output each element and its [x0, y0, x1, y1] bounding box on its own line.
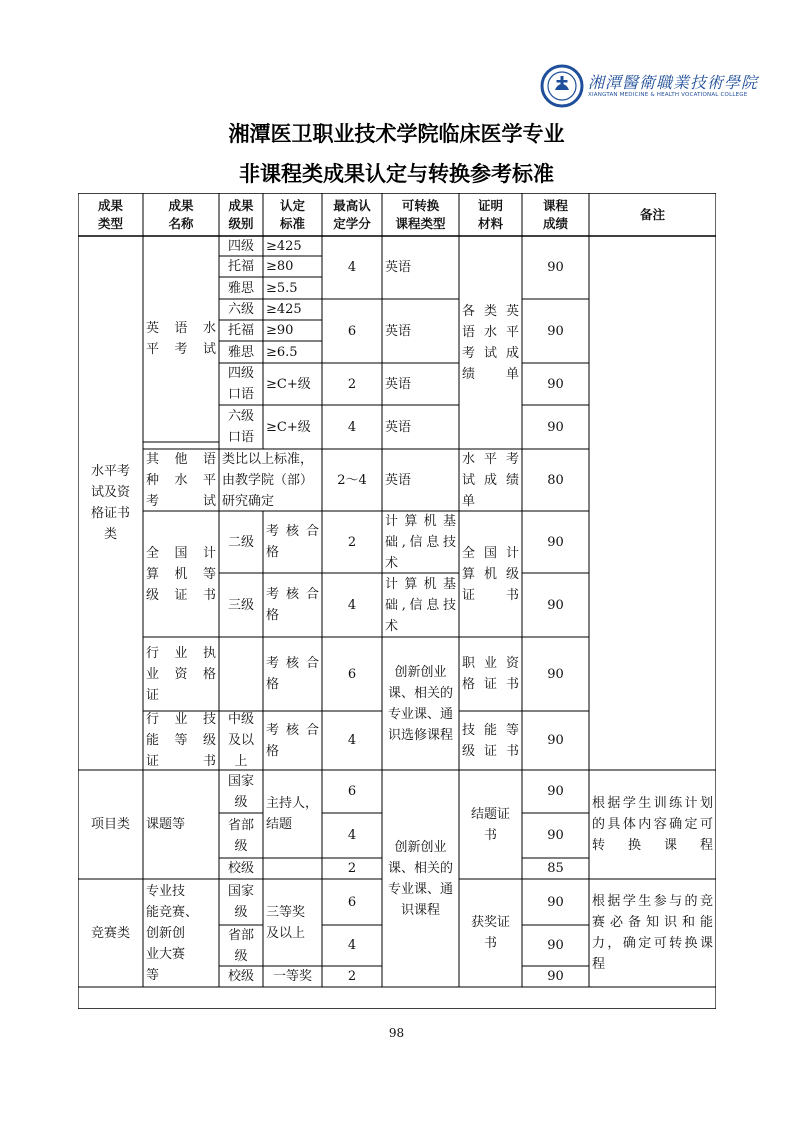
- table-cell: [143, 711, 219, 770]
- table-cell-text: 各类英 语水平 考试成 绩单: [462, 303, 519, 382]
- column-header: 认定 标准: [279, 197, 305, 231]
- table-cell: ≥80: [266, 259, 294, 274]
- table-cell: [459, 236, 522, 449]
- table-cell: 三等奖 及以上: [266, 904, 306, 941]
- table-cell: 四级 口语: [227, 366, 254, 402]
- table-cell: 90: [547, 938, 564, 953]
- table-cell: 创新创业 课、相关的 专业课、通 识选修课程: [387, 664, 453, 743]
- table-cell: [589, 770, 716, 879]
- table-cell: 4: [347, 938, 357, 953]
- table-cell: 2: [347, 861, 357, 876]
- table-cell: 专业技 能竞赛、 创新创 业大赛 等: [146, 883, 199, 983]
- table-cell: 雅思: [227, 280, 254, 296]
- table-cell: [263, 511, 322, 573]
- table-cell: 创新创业 课、相关的 专业课、通 识课程: [387, 839, 453, 918]
- table-cell: ≥6.5: [266, 344, 298, 360]
- table-cell: 90: [547, 969, 564, 984]
- table-cell: 中级 及以 上: [227, 712, 254, 769]
- table-cell: 水平考 试及资 格证书 类: [90, 464, 130, 542]
- column-header: 证明 材料: [477, 197, 503, 231]
- table-cell: 4: [347, 828, 357, 843]
- table-cell: 雅思: [227, 344, 254, 360]
- table-cell-text: 英语水 平考试: [146, 321, 216, 357]
- table-cell: [459, 511, 522, 637]
- table-cell: 校级: [227, 861, 254, 876]
- table-cell: 一等奖: [272, 969, 312, 984]
- table-cell: 4: [347, 597, 357, 613]
- table-cell: 90: [547, 784, 564, 799]
- table-cell-text: 行业执 业资格 证: [146, 645, 216, 703]
- table-cell: 90: [547, 534, 564, 550]
- conversion-standards-table: [78, 193, 716, 1009]
- table-cell: 省部 级: [227, 817, 254, 854]
- column-header: 成果 类型: [97, 197, 123, 231]
- table-cell: 课题等: [146, 817, 186, 832]
- table-cell: [382, 511, 459, 573]
- table-cell: 六级: [227, 302, 254, 317]
- table-cell: 2: [347, 376, 357, 392]
- table-cell-text: 全国计 算机级 证书: [462, 545, 519, 603]
- table-cell: 结题证 书: [470, 806, 510, 843]
- table-cell: ≥C+级: [266, 376, 311, 392]
- table-cell: 获奖证 书: [470, 915, 510, 951]
- table-cell: [263, 573, 322, 637]
- table-cell: 六级 口语: [227, 409, 254, 445]
- table-cell: 国家 级: [227, 773, 254, 810]
- table-cell: [143, 449, 219, 511]
- table-cell: ≥90: [266, 323, 294, 338]
- table-cell: 托福: [227, 323, 254, 338]
- table-cell: 90: [547, 419, 564, 435]
- table-cell-text: 技能等 级证书: [462, 722, 519, 759]
- table-cell: 4: [347, 419, 357, 435]
- page-number: 98: [388, 1026, 405, 1040]
- table-cell: 四级: [227, 238, 254, 254]
- table-cell: 英语: [385, 323, 412, 339]
- table-cell: 6: [347, 894, 357, 910]
- table-cell: [459, 637, 522, 711]
- table-cell: 国家 级: [227, 884, 254, 920]
- table-cell: 2～4: [337, 472, 367, 488]
- table-cell-text: 其他语 种水平 考试: [146, 451, 216, 509]
- table-cell: 6: [347, 784, 357, 799]
- college-english-name: XIANGTAN MEDICINE & HEALTH VOCATIONAL COLLEGE: [588, 92, 748, 98]
- table-cell-text: 考核合 格: [266, 656, 319, 692]
- table-cell: 90: [547, 828, 564, 843]
- table-cell: [143, 511, 219, 637]
- table-cell: 校级: [227, 969, 254, 984]
- table-cell-text: 根据学生参与的竞 赛必备知识和能 力，确定可转换课 程: [592, 894, 713, 972]
- table-cell-text: 考核合 格: [266, 722, 319, 759]
- table-cell: 竞赛类: [90, 925, 130, 941]
- table-cell: [263, 637, 322, 711]
- table-cell: 2: [347, 969, 357, 984]
- table-cell: 90: [547, 597, 564, 613]
- table-cell: 主持人， 结题: [266, 796, 319, 832]
- table-cell: 90: [547, 733, 564, 748]
- table-cell: ≥425: [266, 238, 302, 254]
- column-header: 成果 级别: [228, 197, 254, 231]
- table-cell: 英语: [385, 260, 412, 275]
- table-cell: [459, 449, 522, 511]
- table-cell: 2: [347, 534, 357, 550]
- college-seal-icon: [540, 64, 584, 108]
- table-cell: 90: [547, 260, 564, 275]
- table-cell: ≥5.5: [266, 280, 298, 296]
- column-header: 最高认 定学分: [333, 197, 371, 231]
- table-cell: [143, 236, 219, 442]
- table-cell: 二级: [227, 534, 254, 550]
- table-cell: [589, 879, 716, 987]
- table-cell: 80: [547, 472, 564, 488]
- table-cell: [263, 711, 322, 770]
- table-cell-text: 计算机基 础,信息技 术: [385, 576, 456, 634]
- table-cell: ≥C+级: [266, 419, 311, 435]
- table-cell-text: 全国计 算机等 级证书: [146, 545, 216, 603]
- college-name-logo: 湘潭醫衛職業技術學院: [588, 73, 759, 92]
- table-cell: 90: [547, 894, 564, 910]
- column-header: 课程 成绩: [542, 197, 568, 231]
- table-cell-text: 考核合 格: [266, 587, 319, 623]
- table-cell: 英语: [385, 419, 412, 435]
- table-cell: 90: [547, 376, 564, 392]
- table-cell: 4: [347, 260, 357, 275]
- column-header: 可转换 课程类型: [395, 197, 446, 231]
- table-cell: 项目类: [90, 817, 130, 832]
- table-cell: 6: [347, 666, 357, 682]
- table-cell-text: 水平考 试成绩 单: [462, 451, 519, 509]
- table-cell: 英语: [385, 376, 412, 392]
- table-cell: [382, 573, 459, 637]
- table-cell-text: 计算机基 础,信息技 术: [385, 513, 456, 571]
- table-cell: 85: [547, 861, 564, 876]
- page-title-line-1: 湘潭医卫职业技术学院临床医学专业: [228, 122, 565, 146]
- college-logo: [540, 64, 759, 110]
- column-header: 成果 名称: [168, 197, 194, 231]
- column-header: 备注: [639, 206, 665, 222]
- table-cell: 英语: [385, 472, 412, 488]
- table-cell: [459, 711, 522, 770]
- table-cell: 托福: [227, 259, 254, 274]
- table-cell: 90: [547, 666, 564, 682]
- table-cell: [143, 637, 219, 711]
- table-cell: 4: [347, 733, 357, 748]
- table-cell: 类比以上标准， 由教学院（部） 研究确定: [222, 451, 314, 509]
- page-title-line-2: 非课程类成果认定与转换参考标准: [239, 162, 554, 186]
- table-cell: ≥425: [266, 302, 302, 317]
- table-cell-text: 考核合 格: [266, 524, 319, 560]
- table-cell-text: 职业资 格证书: [462, 656, 519, 692]
- table-cell: 6: [347, 323, 357, 339]
- table-cell: 90: [547, 323, 564, 339]
- table-cell-text: 根据学生训练计划 的具体内容确定可 转换课程: [592, 796, 713, 853]
- table-cell: 省部 级: [227, 927, 254, 964]
- table-cell: 三级: [227, 597, 254, 613]
- table-cell-text: 行业技 能等级 证书: [146, 712, 216, 769]
